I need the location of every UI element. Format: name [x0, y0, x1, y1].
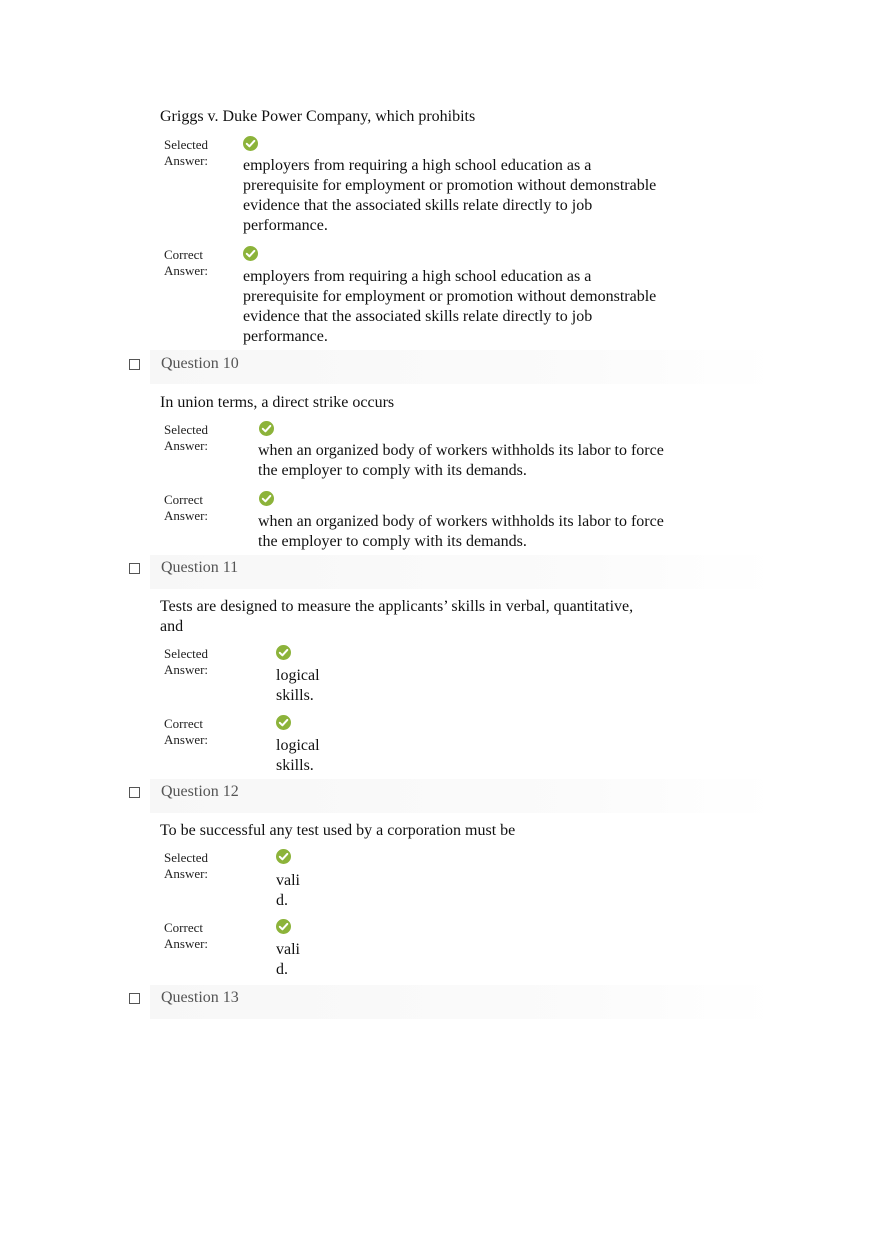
correct-answer-label: Correct Answer: [164, 492, 209, 523]
question-13-header[interactable] [150, 985, 776, 1019]
correct-answer-text: when an organized body of workers withholds its labor to force the employer to comply with its demands. [258, 513, 664, 550]
check-circle-icon [259, 421, 274, 436]
question-12-header[interactable] [150, 779, 776, 813]
correct-answer-text: vali d. [276, 941, 300, 978]
selected-answer-text: when an organized body of workers withholds its labor to force the employer to comply with its demands. [258, 442, 664, 479]
correct-answer-text: logical skills. [276, 737, 320, 774]
question-10-prompt: In union terms, a direct strike occurs [160, 394, 395, 411]
selected-answer-text: logical skills. [276, 667, 320, 704]
selected-answer-label: Selected Answer: [164, 137, 209, 168]
check-circle-icon [243, 136, 258, 151]
question-11-prompt: Tests are designed to measure the applicants’ skills in verbal, quantitative, and [160, 598, 634, 635]
correct-answer-label: Correct Answer: [164, 716, 209, 747]
question-12-prompt: To be successful any test used by a corporation must be [160, 822, 516, 839]
check-circle-icon [259, 491, 274, 506]
question-11-title: Question 11 [161, 559, 239, 576]
question-12-title: Question 12 [161, 783, 239, 800]
check-circle-icon [243, 246, 258, 261]
question-10-header[interactable] [150, 350, 776, 384]
question-13-title: Question 13 [161, 989, 239, 1006]
correct-answer-label: Correct Answer: [164, 920, 209, 951]
check-circle-icon [276, 715, 291, 730]
square-outline-icon [129, 993, 140, 1004]
check-circle-icon [276, 919, 291, 934]
question-10-title: Question 10 [161, 355, 239, 372]
selected-answer-label: Selected Answer: [164, 646, 209, 677]
correct-answer-label: Correct Answer: [164, 247, 209, 278]
selected-answer-text: employers from requiring a high school education as a prerequisite for employment or promotion without demonstrable evidence that the associated skills relate directly to job performance. [243, 157, 657, 234]
check-circle-icon [276, 849, 291, 864]
question-9-prompt: Griggs v. Duke Power Company, which prohibits [160, 108, 476, 125]
square-outline-icon [129, 359, 140, 370]
selected-answer-label: Selected Answer: [164, 422, 209, 453]
square-outline-icon [129, 787, 140, 798]
question-11-header[interactable] [150, 555, 776, 589]
selected-answer-text: vali d. [276, 872, 300, 909]
selected-answer-label: Selected Answer: [164, 850, 209, 881]
square-outline-icon [129, 563, 140, 574]
correct-answer-text: employers from requiring a high school education as a prerequisite for employment or promotion without demonstrable evidence that the associated skills relate directly to job performance. [243, 268, 657, 345]
check-circle-icon [276, 645, 291, 660]
